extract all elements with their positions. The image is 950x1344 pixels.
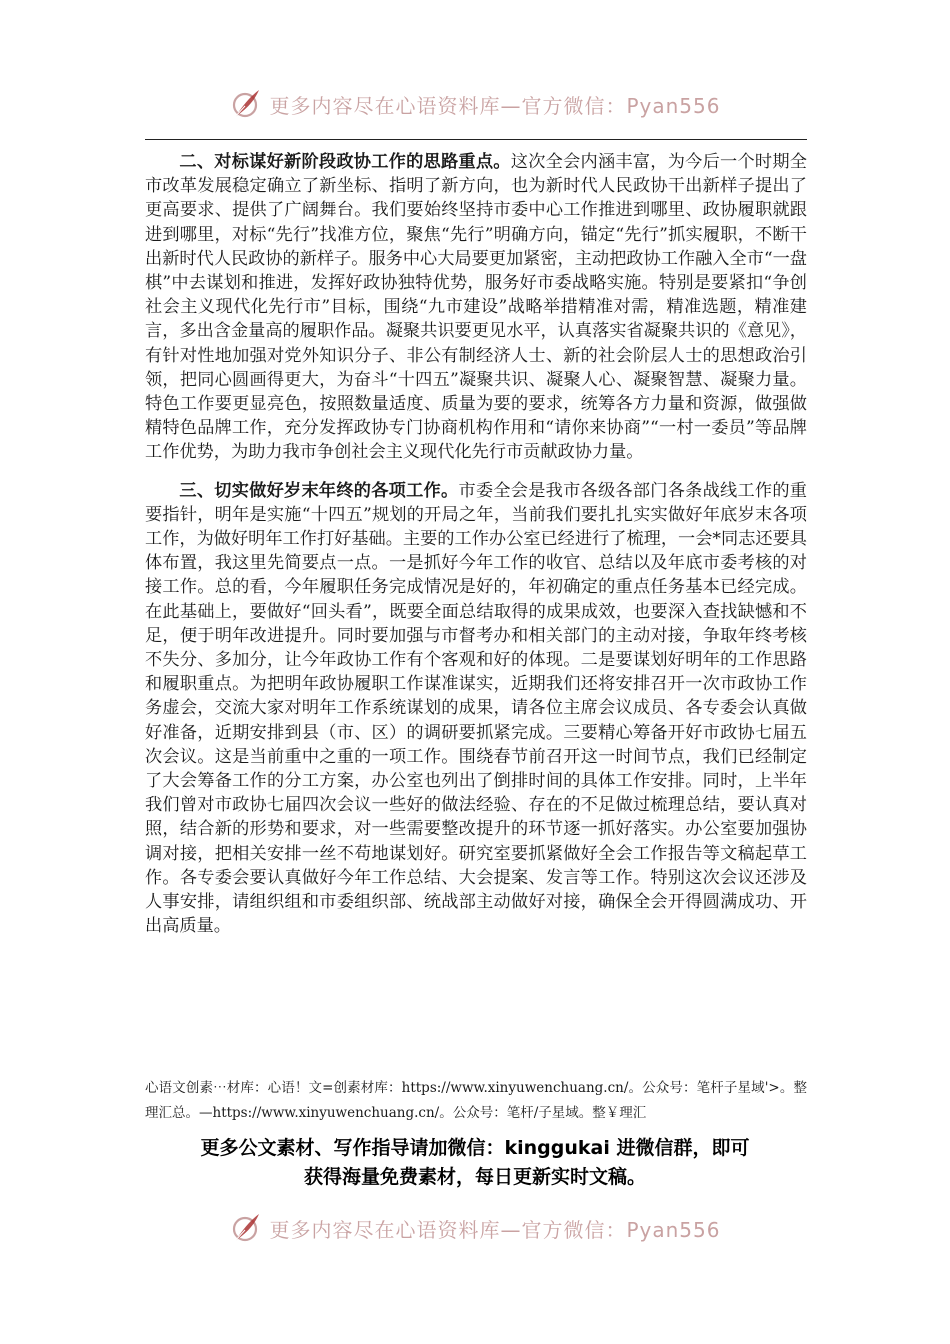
banner-text: 更多内容尽在心语资料库—官方微信：Pyan556 [269,1217,721,1242]
section-2-body: 这次全会内涵丰富，为今后一个时期全市改革发展稳定确立了新坐标、指明了新方向，也为新时代人民政协干出新样子提出了更高要求、提供了广阔舞台。我们要始终坚持市委中心工作推进到哪里、政协履职就跟进到哪里，对标“先行”找准方位，聚焦“先行”明确方向，锚定“先行”抓实履职，不断干出新时代人民政协的新样子。服务中心大局要更加紧密，主动把政协工作融入全市“一盘棋”中去谋划和推进，发挥好政协独特优势，服务好市委战略实施。特别是要紧扣“争创社会主义现代化先行市”目标，围绕“九市建设”战略举措精准对需，精准选题，精准建言，多出含金量高的履职作品。凝聚共识要更见水平，认真落实省凝聚共识的《意见》，有针对性地加强对党外知识分子、非公有制经济人士、新的社会阶层人士的思想政治引领，把同心圆画得更大，为奋斗“十四五”凝聚共识、凝聚人心、凝聚智慧、凝聚力量。特色工作要更显亮色，按照数量适度、质量为要的要求，统筹各方力量和资源，做强做精特色品牌工作，充分发挥政协专门协商机构作用和“请你来协商”“一村一委员”等品牌工作优势，为助力我市争创社会主义现代化先行市贡献政协力量。 [145,152,807,463]
section-3-heading: 三、切实做好岁末年终的各项工作。 [179,480,459,501]
promo-notice [120,1134,830,1192]
promo-line-1: 更多公文素材、写作指导请加微信：kinggukai 进微信群，即可 [200,1137,750,1159]
section-2-paragraph [145,150,807,465]
document-body [145,150,807,953]
footer-banner [0,1208,950,1248]
section-3-paragraph [145,479,807,939]
header-banner [0,84,950,124]
promo-line-2: 获得海量免费素材，每日更新实时文稿。 [303,1166,646,1188]
section-3-body: 市委全会是我市各级各部门各条战线工作的重要指针，明年是实施“十四五”规划的开局之年，当前我们要扎扎实实做好年底岁末各项工作，为做好明年工作打好基础。主要的工作办公室已经进行了梳理，一会*同志还要具体布置，我这里先简要点一点。一是抓好今年工作的收官、总结以及年底市委考核的对接工作。总的看，今年履职任务完成情况是好的，年初确定的重点任务基本已经完成。在此基础上，要做好“回头看”，既要全面总结取得的成果成效，也要深入查找缺憾和不足，便于明年改进提升。同时要加强与市督考办和相关部门的主动对接，争取年终考核不失分、多加分，让今年政协工作有个客观和好的体现。二是要谋划好明年的工作思路和履职重点。为把明年政协履职工作谋准谋实，近期我们还将安排召开一次市政协工作务虚会，交流大家对明年工作系统谋划的成果，请各位主席会议成员、各专委会认真做好准备，近期安排到县（市、区）的调研要抓紧完成。三要精心筹备开好市政协七届五次会议。这是当前重中之重的一项工作。围绕春节前召开这一时间节点，我们已经制定了大会筹备工作的分工方案，办公室也列出了倒排时间的具体工作安排。同时，上半年我们曾对市政协七届四次会议一些好的做法经验、存在的不足做过梳理总结，要认真对照，结合新的形势和要求，对一些需要整改提升的环节逐一抓好落实。办公室要加强协调对接，把相关安排一丝不苟地谋划好。研究室要抓紧做好全会工作报告等文稿起草工作。各专委会要认真做好今年工作总结、大会提案、发言等工作。特别这次会议还涉及人事安排，请组织组和市委组织部、统战部主动做好对接，确保全会开得圆满成功、开出高质量。 [145,480,807,937]
source-watermark-line: 心语文创素⋯材库：心语！文=创素材库：https://www.xinyuwenchuang.cn/。公众号：笔杆子星域'>。整理汇总。—https://www.xinyuwenchuang.cn/。公众号：笔杆/子星域。整￥理汇 [145,1080,807,1121]
feather-pen-icon [229,1211,263,1245]
banner-text: 更多内容尽在心语资料库—官方微信：Pyan556 [269,93,721,118]
section-2-heading: 二、对标谋好新阶段政协工作的思路重点。 [179,152,511,172]
header-divider [145,139,807,140]
feather-pen-icon [229,87,263,121]
